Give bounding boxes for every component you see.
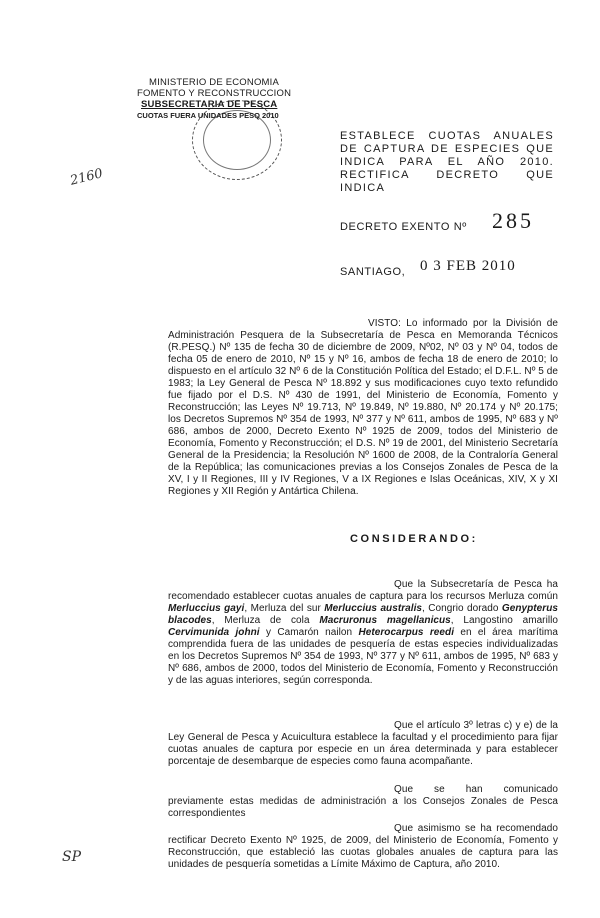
- decree-label: DECRETO EXENTO Nº: [340, 221, 467, 233]
- species-merluza-sur: Merluccius australis: [324, 603, 423, 614]
- visto-paragraph: [168, 318, 558, 498]
- considerando-paragraph-3: Que se han comunicado previamente estas medidas de administración a los Consejos Zonales de Pesca correspondientes: [168, 784, 558, 819]
- department-code: CUOTAS FUERA UNIDADES PESQ 2010: [137, 111, 279, 120]
- ministry-name-line2: FOMENTO Y RECONSTRUCCION: [137, 88, 292, 99]
- considerando-paragraph-1: Que la Subsecretaría de Pesca ha recomendado establecer cuotas anuales de captura para los recursos Merluza común Merluccius gayi, Merluza del sur Merluccius australis, Congrio dorado Genypterus blacodes, Merluza de cola Macruronus magellanicus, Langostino amarillo Cervimunida johni y Camarón nailon Heterocarpus reedi en el área marítima comprendida fuera de las unidades de pesquería de estas especies individualizadas en los Decretos Supremos Nº 354 de 1993, Nº 377 y Nº 611, ambos de 1995, Nº 683 y Nº 686, ambos de 2000, todos del Ministerio de Economía, Fomento y Reconstrucción y de las aguas interiores, según corresponda.: [168, 579, 558, 686]
- species-camaron-nailon: Heterocarpus reedi: [358, 627, 455, 638]
- considerando-heading: CONSIDERANDO:: [350, 533, 478, 545]
- handwritten-initials: SP: [62, 849, 82, 865]
- visto-lead: VISTO:: [368, 318, 401, 329]
- species-merluza-cola: Macruronus magellanicus: [319, 615, 451, 626]
- species-merluza-comun: Merluccius gayi: [168, 603, 245, 614]
- species-langostino: Cervimunida johni: [168, 627, 260, 638]
- subsecretaria-name: SUBSECRETARIA DE PESCA: [141, 99, 278, 110]
- decree-date: 0 3 FEB 2010: [420, 258, 516, 274]
- decree-title: ESTABLECE CUOTAS ANUALES DE CAPTURA DE ESPECIES QUE INDICA PARA EL AÑO 2010. RECTIFICA DECRETO QUE INDICA: [340, 130, 554, 194]
- place-label: SANTIAGO,: [340, 266, 406, 278]
- considerando-paragraph-2: Que el artículo 3º letras c) y e) de la Ley General de Pesca y Acuicultura establece la facultad y el procedimiento para fijar cuotas anuales de captura por especie en un área determinada y para establecer porcentaje de desembarque de especies como fauna acompañante.: [168, 720, 558, 767]
- considerando-paragraph-4: Que asimismo se ha recomendado rectificar Decreto Exento Nº 1925, de 2009, del Ministerio de Economía, Fomento y Reconstrucción, que estableció las cuotas globales anuales de captura para las unidades de pesquería sometidas a Límite Máximo de Captura, año 2010.: [168, 823, 558, 870]
- decree-number: 285: [492, 208, 534, 233]
- handwritten-code: 2160: [68, 166, 105, 189]
- visto-text: Lo informado por la División de Administración Pesquera de la Subsecretaría de Pesca en Memoranda Técnicos (R.PESQ.) Nº 135 de fecha 30 de diciembre de 2009, Nº02, Nº 03 y Nº 04, todos de fecha 05 de enero de 2010, Nº 15 y Nº 16, ambos de fecha 18 de enero de 2010; lo dispuesto en el artículo 32 Nº 6 de la Constitución Política del Estado; el D.F.L. Nº 5 de 1983; la Ley General de Pesca Nº 18.892 y sus modificaciones cuyo texto refundido fue fijado por el D.S. Nº 430 de 1991, del Ministerio de Economía, Fomento y Reconstrucción; las Leyes Nº 19.713, Nº 19.849, Nº 19.880, Nº 20.174 y Nº 20.175; los Decretos Supremos Nº 354 de 1993, Nº 377 y Nº 611, ambos de 1995, Nº 683 y Nº 686, ambos de 2000, Decreto Exento Nº 1925 de 2009, todos del Ministerio de Economía, Fomento y Reconstrucción; el D.S. Nº 19 de 2001, del Ministerio Secretaría General de la Presidencia; la Resolución Nº 1600 de 2008, de la Contraloría General de la República; las comunicaciones previas a los Consejos Zonales de Pesca de la XV, I y II Regiones, III y IV Regiones, V a IX Regiones e Islas Oceánicas, XIV, X y XI Regiones y XII Región y Antártica Chilena.: [168, 318, 558, 497]
- species-congrio-dorado: Genypterus blacodes: [168, 603, 558, 626]
- ministry-name: MINISTERIO DE ECONOMIA: [149, 77, 280, 88]
